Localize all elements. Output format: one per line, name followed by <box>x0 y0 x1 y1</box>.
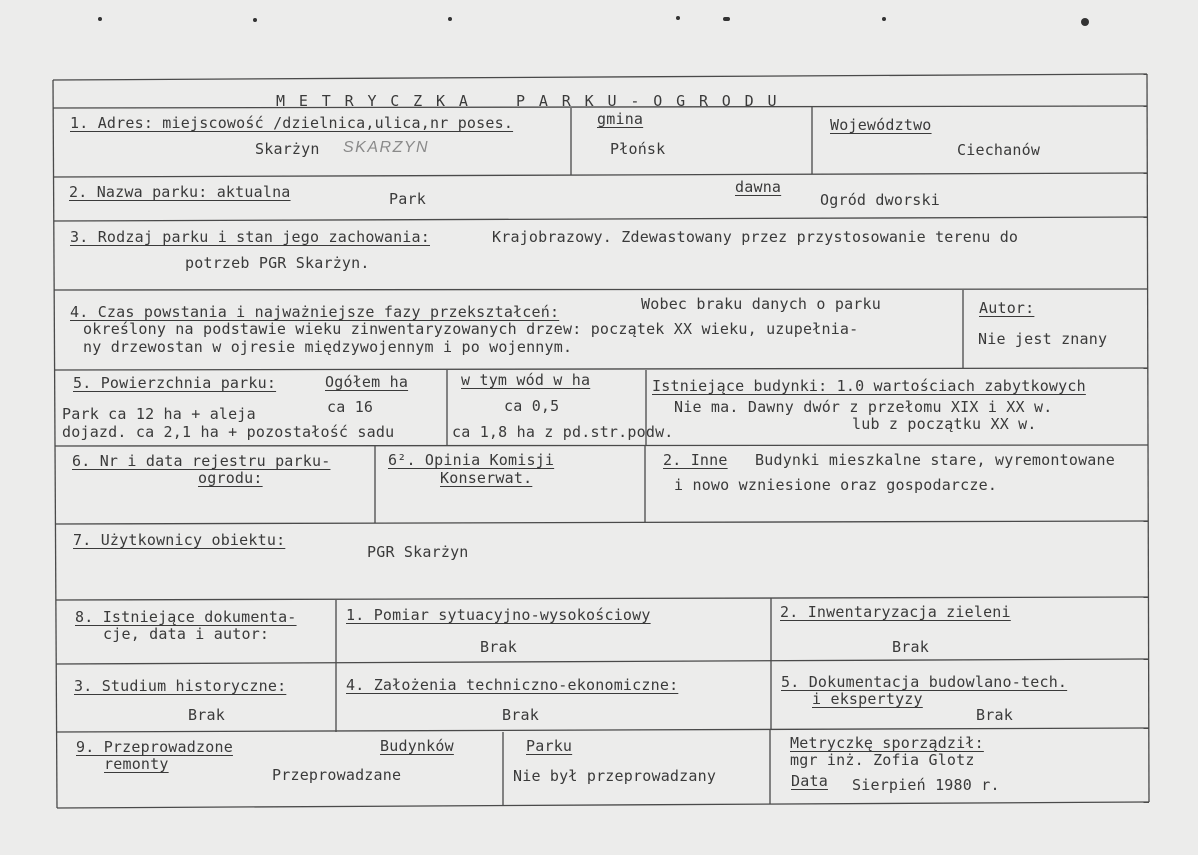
locality-value: Skarżyn <box>255 140 320 158</box>
water-area-label: w tym wód w ha <box>461 371 591 389</box>
construction-docs-value: Brak <box>976 706 1013 724</box>
renovations-label-line1: 9. Przeprowadzone <box>76 738 233 756</box>
area-total-label: Ogółem ha <box>325 373 409 391</box>
historical-study-value: Brak <box>188 706 225 724</box>
conservation-opinion-line1: 6². Opinia Komisji <box>388 451 555 469</box>
history-label: 4. Czas powstania i najważniejsze fazy przekształceń: <box>70 303 560 321</box>
historical-study-label: 3. Studium historyczne: <box>74 677 287 695</box>
park-renovations-value: Nie był przeprowadzany <box>513 767 717 785</box>
history-text-line1: Wobec braku danych o parku <box>641 295 881 313</box>
park-name-label: 2. Nazwa parku: aktualna <box>69 183 291 201</box>
users-label: 7. Użytkownicy obiektu: <box>73 531 286 549</box>
users-value: PGR Skarżyn <box>367 543 469 561</box>
gmina-label: gmina <box>597 110 644 128</box>
author-value: Nie jest znany <box>978 330 1108 348</box>
gmina-value: Płońsk <box>610 140 666 158</box>
construction-docs-label-line2: i ekspertyzy <box>812 690 923 708</box>
park-type-text-line2: potrzeb PGR Skarżyn. <box>185 254 370 272</box>
construction-docs-label-line1: 5. Dokumentacja budowlano-tech. <box>781 673 1068 691</box>
area-label: 5. Powierzchnia parku: <box>73 374 277 392</box>
other-buildings-label: 2. Inne <box>663 451 728 469</box>
existing-buildings-label: Istniejące budynki: 1.0 wartościach zabytkowych <box>652 377 1086 395</box>
building-renovations-value: Przeprowadzane <box>272 766 402 784</box>
form-title: M E T R Y C Z K A P A R K U - O G R O D U <box>276 92 779 110</box>
other-buildings-line2: i nowo wzniesione oraz gospodarcze. <box>674 476 998 494</box>
greenery-inventory-label: 2. Inwentaryzacja zieleni <box>780 603 1011 621</box>
survey-value: Brak <box>480 638 517 656</box>
register-label-line1: 6. Nr i data rejestru parku- <box>72 452 331 470</box>
park-name-former: Ogród dworski <box>820 191 940 209</box>
park-name-former-label: dawna <box>735 178 782 196</box>
history-text-line3: ny drzewostan w ojresie międzywojennym i po wojennym. <box>83 338 573 356</box>
greenery-inventory-value: Brak <box>892 638 929 656</box>
other-buildings-line1: Budynki mieszkalne stare, wyremontowane <box>755 451 1115 469</box>
date-label: Data <box>791 772 828 790</box>
renovations-label-line2: remonty <box>104 755 169 773</box>
tech-econ-assumptions-label: 4. Założenia techniczno-ekonomiczne: <box>346 676 679 694</box>
park-type-text-line1: Krajobrazowy. Zdewastowany przez przystosowanie terenu do <box>492 228 1019 246</box>
area-text-line1: Park ca 12 ha + aleja <box>62 405 256 423</box>
documentation-label-line2: cje, data i autor: <box>103 625 270 643</box>
author-label: Autor: <box>979 299 1035 317</box>
survey-label: 1. Pomiar sytuacyjno-wysokościowy <box>346 606 651 624</box>
area-text-line2: dojazd. ca 2,1 ha + pozostałość sadu <box>62 423 395 441</box>
water-area-extra: ca 1,8 ha z pd.str.podw. <box>452 423 674 441</box>
prepared-by-label: Metryczkę sporządził: <box>790 734 984 752</box>
locality-handwritten: SKARZYN <box>343 139 430 156</box>
conservation-opinion-line2: Konserwat. <box>440 469 533 487</box>
area-total-value: ca 16 <box>327 398 374 416</box>
wojewodztwo-value: Ciechanów <box>957 141 1041 159</box>
tech-econ-assumptions-value: Brak <box>502 706 539 724</box>
park-renovations-label: Parku <box>526 737 573 755</box>
park-name-current: Park <box>389 190 426 208</box>
water-area-value: ca 0,5 <box>504 397 560 415</box>
history-text-line2: określony na podstawie wieku zinwentaryzowanych drzew: początek XX wieku, uzupełnia- <box>83 320 859 338</box>
prepared-by-value: mgr inż. Zofia Glotz <box>790 751 975 769</box>
documentation-label-line1: 8. Istniejące dokumenta- <box>75 608 297 626</box>
wojewodztwo-label: Województwo <box>830 116 932 134</box>
building-renovations-label: Budynków <box>380 737 454 755</box>
existing-buildings-line2: lub z początku XX w. <box>852 415 1037 433</box>
address-label: 1. Adres: miejscowość /dzielnica,ulica,nr poses. <box>70 114 514 132</box>
park-type-label: 3. Rodzaj parku i stan jego zachowania: <box>70 228 430 246</box>
register-label-line2: ogrodu: <box>198 469 263 487</box>
existing-buildings-line1: Nie ma. Dawny dwór z przełomu XIX i XX w. <box>674 398 1053 416</box>
date-value: Sierpień 1980 r. <box>852 776 1000 794</box>
